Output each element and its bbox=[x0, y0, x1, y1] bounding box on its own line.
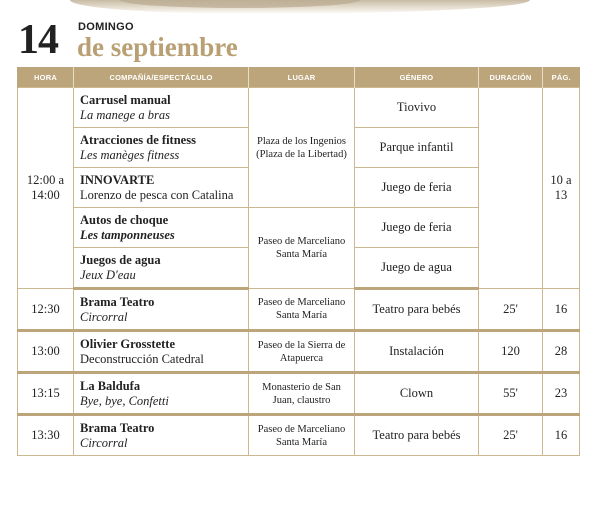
duration-cell: 55' bbox=[479, 373, 543, 415]
show-title: Bye, bye, Confetti bbox=[80, 393, 169, 408]
venue-cell: Plaza de los Ingenios (Plaza de la Libertad) bbox=[249, 88, 355, 208]
venue-cell: Paseo de Marceliano Santa María bbox=[249, 289, 355, 331]
genre-cell: Instalación bbox=[355, 331, 479, 373]
venue-cell: Paseo de la Sierra de Atapuerca bbox=[249, 331, 355, 373]
table-row bbox=[18, 289, 580, 331]
page-cell: 10 a 13 bbox=[543, 88, 580, 289]
show-title: Deconstrucción Catedral bbox=[80, 351, 204, 366]
table-header-row bbox=[18, 67, 580, 88]
page-cell: 23 bbox=[543, 373, 580, 415]
company-cell bbox=[74, 331, 249, 373]
genre-cell: Juego de agua bbox=[355, 248, 479, 289]
time-cell: 13:30 bbox=[18, 415, 74, 456]
genre-cell: Juego de feria bbox=[355, 208, 479, 248]
duration-cell bbox=[479, 88, 543, 289]
show-title: Circorral bbox=[80, 309, 128, 324]
company-name: Brama Teatro bbox=[80, 420, 155, 435]
day-number: 14 bbox=[18, 17, 58, 63]
genre-cell: Teatro para bebés bbox=[355, 415, 479, 456]
show-title: Les manèges fitness bbox=[80, 147, 180, 162]
company-cell bbox=[74, 373, 249, 415]
date-header bbox=[18, 18, 578, 64]
duration-cell: 120 bbox=[479, 331, 543, 373]
genre-cell: Teatro para bebés bbox=[355, 289, 479, 331]
page-cell: 16 bbox=[543, 415, 580, 456]
time-cell: 12:00 a 14:00 bbox=[18, 88, 74, 289]
company-name: La Baldufa bbox=[80, 378, 141, 393]
col-header-duracion: DURACIÓN bbox=[479, 67, 543, 88]
month-label: de septiembre bbox=[77, 32, 238, 62]
col-header-compania: COMPAÑÍA/ESPECTÁCULO bbox=[74, 67, 249, 88]
venue-cell: Paseo de Marceliano Santa María bbox=[249, 208, 355, 289]
show-title: Les tamponneuses bbox=[80, 227, 175, 242]
table-row bbox=[18, 373, 580, 415]
col-header-genero: GÉNERO bbox=[355, 67, 479, 88]
company-cell bbox=[74, 415, 249, 456]
company-name: Atracciones de fitness bbox=[80, 132, 196, 147]
time-cell: 13:00 bbox=[18, 331, 74, 373]
venue-cell: Paseo de Marceliano Santa María bbox=[249, 415, 355, 456]
duration-cell: 25' bbox=[479, 289, 543, 331]
time-cell: 12:30 bbox=[18, 289, 74, 331]
company-cell bbox=[74, 168, 249, 208]
weekday-label: DOMINGO bbox=[78, 21, 134, 33]
table-row bbox=[18, 88, 580, 128]
company-cell bbox=[74, 208, 249, 248]
duration-cell: 25' bbox=[479, 415, 543, 456]
table-row bbox=[18, 331, 580, 373]
genre-cell: Parque infantil bbox=[355, 128, 479, 168]
schedule-table bbox=[17, 67, 580, 456]
show-title: Jeux D'eau bbox=[80, 267, 136, 282]
genre-cell: Tiovivo bbox=[355, 88, 479, 128]
company-cell bbox=[74, 289, 249, 331]
col-header-pag: PÁG. bbox=[543, 67, 580, 88]
page-cell: 28 bbox=[543, 331, 580, 373]
company-cell bbox=[74, 248, 249, 289]
col-header-hora: HORA bbox=[18, 67, 74, 88]
venue-cell: Monasterio de San Juan, claustro bbox=[249, 373, 355, 415]
genre-cell: Clown bbox=[355, 373, 479, 415]
show-title: Circorral bbox=[80, 435, 128, 450]
table-row bbox=[18, 415, 580, 456]
company-name: Brama Teatro bbox=[80, 294, 155, 309]
company-name: Olivier Grosstette bbox=[80, 336, 175, 351]
company-name: INNOVARTE bbox=[80, 172, 155, 187]
company-cell bbox=[74, 88, 249, 128]
show-title: La manege a bras bbox=[80, 107, 170, 122]
company-name: Autos de choque bbox=[80, 212, 169, 227]
time-cell: 13:15 bbox=[18, 373, 74, 415]
genre-cell: Juego de feria bbox=[355, 168, 479, 208]
show-title: Lorenzo de pesca con Catalina bbox=[80, 187, 234, 202]
company-name: Carrusel manual bbox=[80, 92, 171, 107]
page-cell: 16 bbox=[543, 289, 580, 331]
col-header-lugar: LUGAR bbox=[249, 67, 355, 88]
company-name: Juegos de agua bbox=[80, 252, 161, 267]
company-cell bbox=[74, 128, 249, 168]
